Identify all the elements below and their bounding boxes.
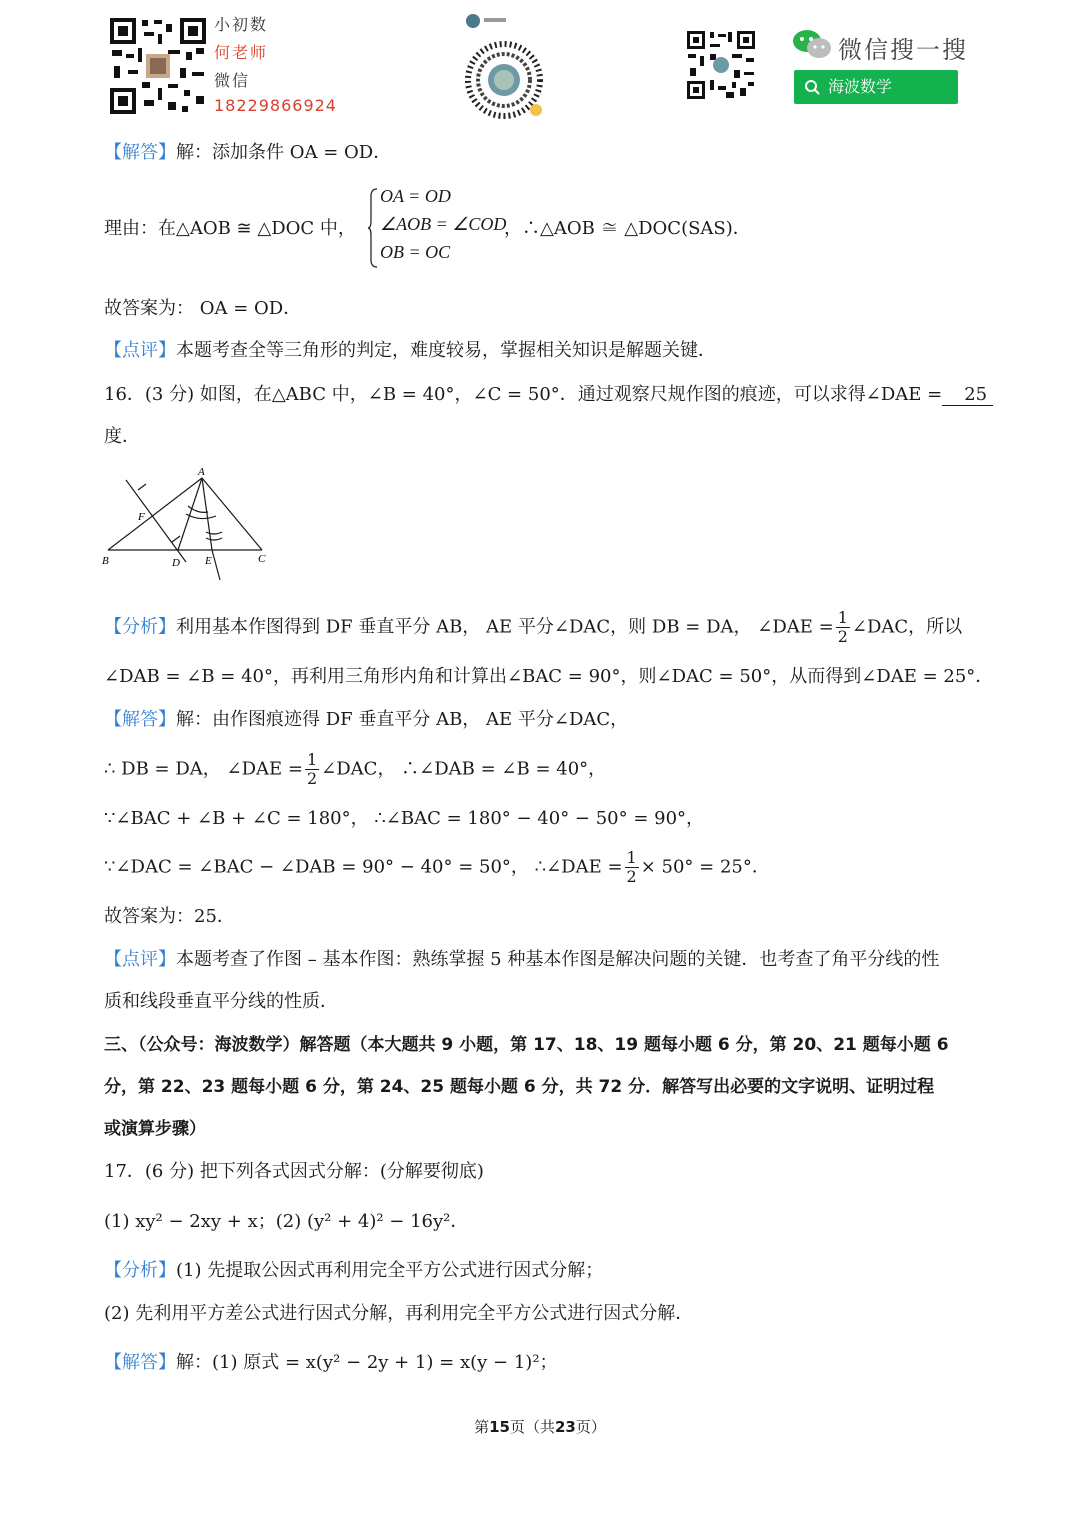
teacher-line-3: 微信 xyxy=(214,71,251,90)
q16-answer-line-4 xyxy=(104,850,984,885)
frac-numerator: 1 xyxy=(306,750,318,769)
system-line-2: ∠AOB = ∠COD xyxy=(380,214,507,234)
q16-stem-text: 16．(3 分) 如图，在△ABC 中，∠B = 40°，∠C = 50°．通过观察尺规作图的痕迹，可以求得∠DAE = xyxy=(104,384,943,405)
comment-tag: 【点评】 xyxy=(104,949,176,970)
teacher-line-1: 小初数 xyxy=(214,15,269,34)
analysis-tag: 【分析】 xyxy=(104,616,176,638)
section-3-line-3: 或演算步骤） xyxy=(104,1119,206,1139)
label-b: B xyxy=(102,555,109,567)
q15-comment-line xyxy=(104,336,984,362)
page-footer xyxy=(0,1416,1080,1437)
q16-analysis-text-1a: 利用基本作图得到 DF 垂直平分 AB， AE 平分∠DAC，则 DB = DA， ∠DAE = xyxy=(176,616,834,638)
arc-mark-2 xyxy=(172,536,180,542)
search-icon xyxy=(804,79,820,95)
wechat-search-query: 海波数学 xyxy=(828,77,893,96)
wechat-icon xyxy=(792,28,832,60)
q16-blank-answer: 25 xyxy=(942,384,993,406)
q17-parts: (1) xy² − 2xy + x；(2) (y² + 4)² − 16y²． xyxy=(104,1211,469,1232)
q16-answer-line-2 xyxy=(104,752,984,787)
q15-answer-text: 解：添加条件 OA = OD． xyxy=(176,142,392,163)
teacher-phone: 18229866924 xyxy=(214,96,337,115)
fraction-one-half xyxy=(836,610,850,645)
footer-total-pages: 23 xyxy=(555,1418,576,1436)
q15-comment-text: 本题考查全等三角形的判定，难度较易，掌握相关知识是解题关键． xyxy=(176,340,716,361)
section-3-line-1: 三、（公众号：海波数学）解答题（本大题共 9 小题，第 17、18、19 题每小题 6 分，第 20、21 题每小题 6 xyxy=(104,1035,949,1055)
q16-stem-line-1 xyxy=(104,380,988,406)
arc-mark-4 xyxy=(186,514,216,519)
q16-answer-text-4b: × 50° = 25°． xyxy=(640,856,770,878)
q15-reason-prefix: 理由：在△AOB ≅ △DOC 中， xyxy=(104,218,356,239)
q16-answer-text-2b: ∠DAC， ∴∠DAB = ∠B = 40°， xyxy=(321,758,607,780)
fraction-one-half xyxy=(625,850,639,885)
q16-comment-line-2: 质和线段垂直平分线的性质． xyxy=(104,991,338,1012)
q16-analysis-line-1 xyxy=(104,610,984,645)
q16-answer-text-2a: ∴ DB = DA， ∠DAE = xyxy=(104,758,303,780)
q15-answer-line xyxy=(104,138,984,164)
q16-answer-text-1: 解：由作图痕迹得 DF 垂直平分 AB， AE 平分∠DAC， xyxy=(176,709,629,730)
q16-comment-text-1: 本题考查了作图 – 基本作图：熟练掌握 5 种基本作图是解决问题的关键．也考查了角平分线的性 xyxy=(176,949,940,970)
label-e: E xyxy=(205,555,212,567)
q15-final-answer: 故答案为： OA = OD． xyxy=(104,298,302,319)
q17-stem: 17．(6 分) 把下列各式因式分解：(分解要彻底) xyxy=(104,1161,484,1182)
section-3-line-2: 分，第 22、23 题每小题 6 分，第 24、25 题每小题 6 分，共 72 分．解答写出必要的文字说明、证明过程 xyxy=(104,1077,935,1097)
teacher-line-2: 何老师 xyxy=(214,43,269,62)
q17-analysis-text-1: (1) 先提取公因式再利用完全平方公式进行因式分解； xyxy=(176,1260,604,1281)
footer-text-c: 页） xyxy=(575,1418,606,1436)
q16-answer-line-1 xyxy=(104,705,984,731)
segment-ad xyxy=(178,478,202,550)
wechat-search-title: 微信搜一搜 xyxy=(838,36,968,64)
fraction-one-half xyxy=(305,752,319,787)
system-line-3: OB = OC xyxy=(380,242,451,262)
label-a: A xyxy=(198,466,205,478)
official-account-qr-code xyxy=(686,30,756,100)
analysis-tag: 【分析】 xyxy=(104,1260,176,1281)
frac-numerator: 1 xyxy=(626,848,637,867)
arc-mark-5 xyxy=(206,538,222,540)
footer-text-b: 页（共 xyxy=(509,1418,555,1436)
q17-answer-text-1: 解：(1) 原式 = x(y² − 2y + 1) = x(y − 1)²； xyxy=(176,1352,558,1373)
q16-answer-line-3: ∵∠BAC + ∠B + ∠C = 180°， ∴∠BAC = 180° − 40° − 50° = 90°， xyxy=(104,808,705,829)
label-f: F xyxy=(138,511,145,523)
frac-denominator: 2 xyxy=(306,769,318,788)
q16-comment-line-1 xyxy=(104,945,984,971)
system-line-1: OA = OD xyxy=(380,186,451,206)
footer-text-a: 第 xyxy=(474,1418,490,1436)
q16-analysis-text-1b: ∠DAC，所以 xyxy=(851,616,963,638)
answer-tag: 【解答】 xyxy=(104,142,176,163)
arc-mark-1 xyxy=(138,484,146,490)
q16-stem-line-2: 度． xyxy=(104,426,140,447)
frac-numerator: 1 xyxy=(837,608,848,627)
arc-mark-6 xyxy=(206,532,222,534)
q17-answer-line-1 xyxy=(104,1348,984,1374)
construction-figure xyxy=(100,462,280,586)
footer-page-number: 15 xyxy=(489,1418,510,1436)
bisector-extension xyxy=(212,550,220,580)
q17-analysis-line-2: (2) 先利用平方差公式进行因式分解，再利用完全平方公式进行因式分解． xyxy=(104,1303,694,1324)
label-d: D xyxy=(172,557,180,569)
q16-answer-text-4a: ∵∠DAC = ∠BAC − ∠DAB = 90° − 40° = 50°， ∴∠DAE = xyxy=(104,856,623,878)
q15-reason-suffix: ，∴△AOB ≅ △DOC(SAS)． xyxy=(504,218,751,239)
side-ab xyxy=(108,478,202,550)
frac-denominator: 2 xyxy=(626,867,637,886)
answer-tag: 【解答】 xyxy=(104,1352,176,1373)
teacher-qr-code xyxy=(108,16,208,116)
wechat-search-box[interactable] xyxy=(794,70,958,104)
answer-tag: 【解答】 xyxy=(104,709,176,730)
comment-tag: 【点评】 xyxy=(104,340,176,361)
frac-denominator: 2 xyxy=(837,627,848,646)
q16-final-answer: 故答案为：25． xyxy=(104,906,235,927)
mini-program-code xyxy=(462,12,548,120)
q17-analysis-line-1 xyxy=(104,1256,984,1282)
label-c: C xyxy=(258,553,266,565)
q16-analysis-line-2: ∠DAB = ∠B = 40°，再利用三角形内角和计算出∠BAC = 90°，则∠DAC = 50°，从而得到∠DAE = 25°． xyxy=(104,666,994,687)
brace-symbol xyxy=(368,188,378,268)
